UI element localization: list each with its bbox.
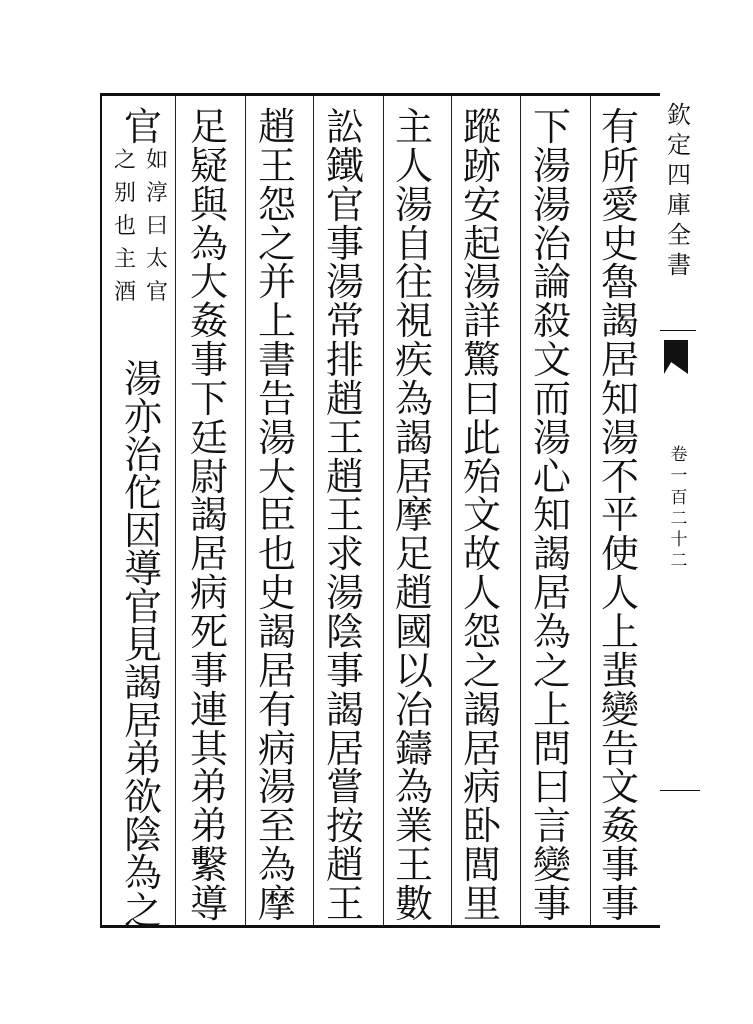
text-column-8 — [121, 357, 165, 933]
glyph: 驚 — [462, 338, 501, 383]
glyph: 謁 — [462, 687, 501, 732]
glyph: 為 — [189, 221, 228, 266]
glyph: 王 — [257, 143, 296, 188]
glyph: 趙 — [394, 571, 433, 616]
glyph: 下 — [189, 376, 228, 421]
glyph: 之 — [257, 221, 296, 266]
glyph: 佗 — [123, 471, 162, 515]
glyph: 史 — [600, 221, 639, 266]
glyph: 官 — [123, 585, 162, 629]
page-frame — [100, 93, 660, 933]
margin-book-title — [664, 100, 694, 280]
glyph: 國 — [394, 609, 433, 654]
glyph: 姦 — [189, 299, 228, 344]
glyph: 事 — [325, 648, 364, 693]
column-rule — [451, 96, 452, 925]
glyph: 不 — [600, 454, 639, 499]
glyph: 居 — [462, 726, 501, 771]
glyph: 按 — [325, 804, 364, 849]
glyph: 文 — [532, 338, 571, 383]
glyph: 湯 — [532, 182, 571, 227]
glyph: 并 — [257, 260, 296, 305]
text-column-3 — [460, 105, 504, 926]
glyph: 十 — [670, 530, 688, 550]
glyph: 病 — [257, 726, 296, 771]
glyph: 怨 — [257, 182, 296, 227]
glyph: 史 — [257, 571, 296, 616]
glyph: 曰 — [462, 376, 501, 421]
glyph: 百 — [670, 487, 688, 508]
column-rule — [383, 96, 384, 925]
glyph: 心 — [532, 454, 571, 499]
glyph: 事 — [600, 881, 639, 926]
glyph: 陰 — [123, 813, 162, 857]
glyph: 告 — [257, 376, 296, 421]
glyph: 謁 — [532, 532, 571, 577]
text-column-5 — [323, 105, 367, 926]
glyph: 廷 — [189, 415, 228, 460]
glyph: 上 — [257, 299, 296, 344]
glyph: 王 — [394, 843, 433, 888]
glyph: 曰 — [532, 765, 571, 810]
glyph: 排 — [325, 338, 364, 383]
glyph: 也 — [114, 214, 137, 239]
glyph: 謁 — [325, 687, 364, 732]
glyph: 湯 — [257, 415, 296, 460]
glyph: 殆 — [462, 454, 501, 499]
glyph: 蹤 — [462, 105, 501, 149]
glyph: 病 — [189, 571, 228, 616]
glyph: 魯 — [600, 260, 639, 305]
glyph: 為 — [394, 765, 433, 810]
glyph: 弟 — [123, 737, 162, 781]
glyph: 事 — [600, 843, 639, 888]
glyph: 知 — [532, 493, 571, 538]
glyph: 一 — [670, 466, 688, 487]
glyph: 閭 — [462, 843, 501, 888]
margin-tick — [660, 790, 700, 791]
glyph: 治 — [532, 221, 571, 266]
glyph: 疾 — [394, 338, 433, 383]
glyph: 常 — [325, 299, 364, 344]
glyph: 謁 — [600, 299, 639, 344]
column-rule — [590, 96, 591, 925]
glyph: 太 — [146, 247, 169, 272]
glyph: 之 — [114, 148, 137, 173]
margin-volume-number — [664, 445, 694, 573]
glyph: 摩 — [394, 493, 433, 538]
glyph: 事 — [532, 881, 571, 926]
glyph: 也 — [257, 532, 296, 577]
glyph: 居 — [189, 532, 228, 577]
glyph: 而 — [532, 376, 571, 421]
glyph: 謁 — [394, 415, 433, 460]
text-column-1 — [598, 105, 642, 926]
text-column-8-head: 官 — [123, 105, 162, 149]
glyph: 居 — [123, 699, 162, 743]
glyph: 定 — [667, 131, 691, 159]
glyph: 疑 — [189, 143, 228, 188]
glyph: 有 — [257, 687, 296, 732]
glyph: 自 — [394, 221, 433, 266]
annotation-right — [146, 150, 168, 304]
glyph: 變 — [532, 843, 571, 888]
column-rule — [520, 96, 521, 925]
glyph: 事 — [189, 338, 228, 383]
glyph: 書 — [257, 338, 296, 383]
glyph: 足 — [189, 105, 228, 149]
text-column-7 — [187, 105, 231, 926]
glyph: 人 — [462, 571, 501, 616]
fish-tail-mark — [664, 340, 688, 374]
glyph: 見 — [123, 623, 162, 667]
glyph: 湯 — [394, 182, 433, 227]
glyph: 治 — [123, 433, 162, 477]
glyph: 愛 — [600, 182, 639, 227]
glyph: 謁 — [189, 493, 228, 538]
glyph: 卷 — [670, 445, 688, 465]
glyph: 足 — [394, 532, 433, 577]
glyph: 事 — [189, 648, 228, 693]
glyph: 死 — [189, 609, 228, 654]
glyph: 有 — [600, 105, 639, 149]
glyph: 殺 — [532, 299, 571, 344]
glyph: 趙 — [257, 105, 296, 149]
glyph: 弟 — [189, 765, 228, 810]
glyph: 事 — [325, 221, 364, 266]
glyph: 庫 — [667, 191, 691, 219]
glyph: 之 — [462, 648, 501, 693]
margin-tick — [660, 330, 696, 331]
glyph: 卧 — [462, 804, 501, 849]
glyph: 鑄 — [394, 726, 433, 771]
glyph: 王 — [325, 415, 364, 460]
glyph: 書 — [667, 251, 691, 279]
glyph: 變 — [600, 687, 639, 732]
glyph: 導 — [123, 547, 162, 591]
glyph: 曰 — [146, 214, 169, 239]
annotation-left — [114, 150, 136, 304]
glyph: 居 — [257, 648, 296, 693]
glyph: 趙 — [325, 376, 364, 421]
text-column-6 — [255, 105, 299, 926]
glyph: 病 — [462, 765, 501, 810]
glyph: 至 — [257, 804, 296, 849]
glyph: 故 — [462, 532, 501, 577]
glyph: 為 — [123, 851, 162, 895]
glyph: 趙 — [325, 454, 364, 499]
glyph: 陰 — [325, 609, 364, 654]
glyph: 主 — [394, 105, 433, 149]
glyph: 怨 — [462, 609, 501, 654]
glyph: 鐵 — [325, 143, 364, 188]
glyph: 湯 — [600, 415, 639, 460]
glyph: 謁 — [257, 609, 296, 654]
glyph: 下 — [532, 105, 571, 149]
glyph: 問 — [532, 726, 571, 771]
glyph: 官 — [325, 182, 364, 227]
column-rule — [245, 96, 246, 925]
glyph: 求 — [325, 532, 364, 577]
glyph: 安 — [462, 182, 501, 227]
glyph: 文 — [462, 493, 501, 538]
glyph: 湯 — [532, 143, 571, 188]
glyph: 湯 — [462, 260, 501, 305]
glyph: 里 — [462, 881, 501, 926]
glyph: 别 — [114, 181, 137, 206]
glyph: 如 — [146, 148, 169, 173]
glyph: 起 — [462, 221, 501, 266]
glyph: 因 — [123, 509, 162, 553]
glyph: 湯 — [257, 765, 296, 810]
glyph: 王 — [325, 881, 364, 926]
glyph: 官 — [146, 280, 169, 305]
glyph: 人 — [600, 571, 639, 616]
glyph: 使 — [600, 532, 639, 577]
glyph: 主 — [114, 247, 137, 272]
glyph: 二 — [670, 508, 688, 529]
glyph: 摩 — [257, 881, 296, 926]
glyph: 欲 — [123, 775, 162, 819]
glyph: 居 — [600, 338, 639, 383]
glyph: 淳 — [146, 181, 169, 206]
glyph: 湯 — [325, 571, 364, 616]
glyph: 居 — [394, 454, 433, 499]
glyph: 二 — [670, 551, 688, 572]
glyph: 大 — [189, 260, 228, 305]
glyph: 論 — [532, 260, 571, 305]
glyph: 言 — [532, 804, 571, 849]
glyph: 數 — [394, 881, 433, 926]
glyph: 蜚 — [600, 648, 639, 693]
glyph: 業 — [394, 804, 433, 849]
glyph: 訟 — [325, 105, 364, 149]
glyph: 文 — [600, 765, 639, 810]
glyph: 為 — [532, 609, 571, 654]
glyph: 此 — [462, 415, 501, 460]
glyph: 臣 — [257, 493, 296, 538]
glyph: 居 — [325, 726, 364, 771]
glyph: 之 — [123, 889, 162, 933]
glyph: 詳 — [462, 299, 501, 344]
glyph: 酒 — [114, 280, 137, 305]
glyph: 以 — [394, 648, 433, 693]
glyph: 尉 — [189, 454, 228, 499]
glyph: 其 — [189, 726, 228, 771]
glyph: 上 — [600, 609, 639, 654]
glyph: 視 — [394, 299, 433, 344]
glyph: 趙 — [325, 843, 364, 888]
glyph: 繫 — [189, 843, 228, 888]
glyph: 上 — [532, 687, 571, 732]
glyph: 導 — [189, 881, 228, 926]
glyph: 四 — [667, 161, 691, 189]
glyph: 亦 — [123, 395, 162, 439]
glyph: 與 — [189, 182, 228, 227]
glyph: 全 — [667, 221, 691, 249]
glyph: 之 — [532, 648, 571, 693]
glyph: 姦 — [600, 804, 639, 849]
glyph: 連 — [189, 687, 228, 732]
glyph: 嘗 — [325, 765, 364, 810]
glyph: 人 — [394, 143, 433, 188]
glyph: 湯 — [325, 260, 364, 305]
glyph: 告 — [600, 726, 639, 771]
glyph: 往 — [394, 260, 433, 305]
glyph: 為 — [257, 843, 296, 888]
column-rule — [175, 96, 176, 925]
glyph: 湯 — [123, 357, 162, 401]
glyph: 王 — [325, 493, 364, 538]
glyph: 跡 — [462, 143, 501, 188]
glyph: 謁 — [123, 661, 162, 705]
glyph: 欽 — [667, 101, 691, 129]
glyph: 知 — [600, 376, 639, 421]
glyph: 冶 — [394, 687, 433, 732]
text-column-4 — [392, 105, 436, 926]
glyph: 為 — [394, 376, 433, 421]
text-column-2 — [530, 105, 574, 926]
glyph: 平 — [600, 493, 639, 538]
glyph: 湯 — [532, 415, 571, 460]
glyph: 弟 — [189, 804, 228, 849]
column-rule — [313, 96, 314, 925]
glyph: 居 — [532, 571, 571, 616]
glyph: 所 — [600, 143, 639, 188]
glyph: 大 — [257, 454, 296, 499]
